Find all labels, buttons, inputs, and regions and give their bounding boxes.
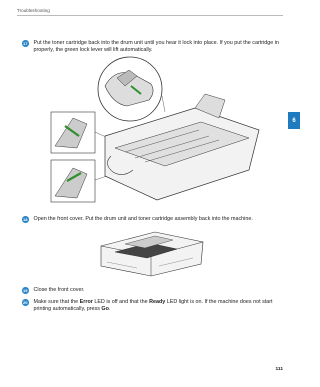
step-19 bbox=[22, 287, 280, 294]
machine-illustration bbox=[95, 228, 207, 278]
header-rule bbox=[17, 15, 283, 16]
step-text: Make sure that the Error LED is off and that the Ready LED light is on. If the machine does not start printing automatically, press Go. bbox=[33, 299, 273, 312]
chapter-tab: 6 bbox=[288, 112, 300, 129]
ready-led-label: Ready bbox=[149, 299, 166, 305]
go-button-label: Go bbox=[101, 306, 109, 312]
step-text: Open the front cover. Put the drum unit and toner cartridge assembly back into the machine. bbox=[33, 216, 253, 222]
step-20 bbox=[22, 299, 280, 313]
running-header: Troubleshooting bbox=[17, 8, 50, 13]
page-number: 111 bbox=[275, 367, 283, 372]
step-badge: 19 bbox=[23, 288, 28, 294]
step-badge: 20 bbox=[23, 300, 28, 306]
step-17 bbox=[22, 40, 280, 54]
step-badge: 17 bbox=[23, 41, 28, 47]
toner-drum-illustration bbox=[45, 56, 270, 211]
step-badge: 18 bbox=[23, 217, 28, 223]
step-text: Put the toner cartridge back into the drum unit until you hear it lock into place. If you put the cartridge in properly, the green lock lever will lift automatically. bbox=[33, 40, 279, 53]
step-18 bbox=[22, 216, 280, 223]
error-led-label: Error bbox=[79, 299, 93, 305]
step-text: Close the front cover. bbox=[33, 287, 85, 293]
